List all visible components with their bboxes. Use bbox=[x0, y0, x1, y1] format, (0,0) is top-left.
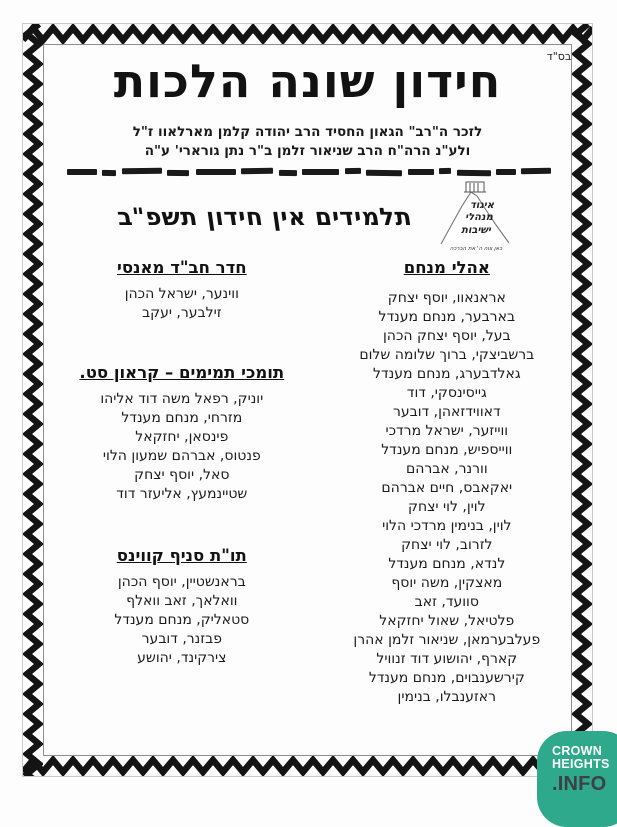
student-name: וואלאך, זאב וואלף bbox=[127, 593, 239, 609]
student-name: בארבער, מנחם מענדל bbox=[379, 309, 517, 325]
divider-dash bbox=[168, 170, 190, 176]
divider-dash bbox=[242, 168, 274, 174]
column-ohalei-menachem bbox=[321, 258, 575, 737]
section-cheder-chabad-monsey bbox=[45, 258, 321, 323]
section-title: חדר חב"ד מאנסי bbox=[117, 258, 248, 277]
student-name: לוין, לוי יצחק bbox=[409, 499, 487, 515]
logo-caption: כאן צוה ה' את הברכה bbox=[450, 246, 504, 252]
student-name: מאצקין, משה יוסף bbox=[392, 575, 504, 591]
section-tomchei-tmimim-crown-st bbox=[45, 363, 321, 504]
watermark-heights: HEIGHTS bbox=[553, 757, 611, 771]
zigzag-border-bottom bbox=[24, 756, 593, 776]
divider-dash bbox=[440, 168, 452, 174]
student-list bbox=[45, 285, 321, 323]
crownheights-info-watermark bbox=[538, 731, 617, 827]
memorial-line-2: ולע"נ הרה"ח הרב שניאור זלמן ב"ר נתן גורארי' ע"ה bbox=[145, 143, 472, 159]
student-name: פנטוס, אברהם שמעון הלוי bbox=[103, 448, 262, 464]
student-name: פבזנר, דובער bbox=[142, 631, 223, 647]
student-name: בראנשטיין, יוסף הכהן bbox=[118, 574, 247, 590]
watermark-info: .INFO bbox=[553, 773, 608, 795]
student-name: דאווידזאהן, דובער bbox=[393, 404, 502, 420]
divider-dash bbox=[458, 170, 492, 176]
student-name: יאקאבס, חיים אברהם bbox=[382, 480, 514, 496]
student-name: צירקינד, יהושע bbox=[138, 650, 228, 666]
student-columns bbox=[45, 258, 575, 737]
student-name: סטאליק, מנחם מענדל bbox=[115, 612, 251, 628]
student-name: גאלדבערג, מנחם מענדל bbox=[373, 366, 522, 382]
student-name: מזרחי, מנחם מענדל bbox=[122, 410, 244, 426]
logo-word-3: ישיבות bbox=[462, 225, 492, 236]
divider-dash bbox=[346, 168, 362, 174]
section-title: תומכי תמימים – קראון סט. bbox=[80, 363, 286, 382]
divider-dash bbox=[367, 170, 403, 177]
divider-dash bbox=[522, 168, 552, 174]
student-name: לוין, בנימין מרדכי הלוי bbox=[383, 518, 513, 534]
student-name: בעל, יוסף יצחק הכהן bbox=[383, 328, 512, 344]
student-name: קירשענבוים, מנחם מענדל bbox=[369, 670, 526, 686]
student-list bbox=[45, 390, 321, 504]
building-icon bbox=[465, 182, 487, 192]
mountain-logo-drawing bbox=[436, 180, 518, 256]
student-name: שטיינמעץ, אליעזר דוד bbox=[117, 486, 249, 502]
student-name: אראנאוו, יוסף יצחק bbox=[388, 290, 507, 306]
student-name: ווינער, ישראל הכהן bbox=[125, 286, 240, 302]
igud-menahalei-yeshivos-logo bbox=[436, 180, 518, 256]
student-name: פעלבערמאן, שניאור זלמן אהרן bbox=[354, 632, 542, 648]
divider-dash bbox=[303, 169, 341, 175]
student-name: פינסאן, יחזקאל bbox=[136, 429, 230, 445]
student-name: לנדא, מנחם מענדל bbox=[389, 556, 507, 572]
divider-dash bbox=[409, 169, 435, 175]
section-title: אהלי מנחם bbox=[404, 258, 491, 277]
student-name: ווייספיש, מנחם מענדל bbox=[382, 442, 514, 458]
student-name: ברשביצקי, ברוך שלומה שלום bbox=[360, 347, 536, 363]
student-name: סוועד, זאב bbox=[415, 594, 480, 610]
student-name: ווייזער, ישראל מרדכי bbox=[386, 423, 510, 439]
decorative-divider bbox=[68, 166, 552, 178]
divider-dash bbox=[68, 169, 98, 175]
student-list bbox=[45, 573, 321, 668]
page-title: חידון שונה הלכות bbox=[114, 54, 503, 108]
section-tut-queens bbox=[45, 546, 321, 668]
student-name: ראזענבלו, בנימין bbox=[398, 689, 498, 705]
logo-word-2: מנהלי bbox=[466, 212, 494, 223]
divider-dash bbox=[123, 168, 163, 175]
student-name: לזרוב, לוי יצחק bbox=[402, 537, 494, 553]
bsd-mark: בס"ד bbox=[547, 50, 573, 63]
student-name: פלטיאל, שאול יחזקאל bbox=[380, 613, 516, 629]
student-name: קארף, יהושוע דוד זנוויל bbox=[377, 651, 519, 667]
student-name: סאל, יוסף יצחק bbox=[135, 467, 231, 483]
section-ohalei-menachem bbox=[321, 258, 575, 707]
student-name: וורנר, אברהם bbox=[406, 461, 489, 477]
logo-word-1: איגוד bbox=[470, 200, 496, 211]
student-list bbox=[321, 289, 575, 707]
student-name: גייסינסקי, דוד bbox=[407, 385, 488, 401]
divider-dash bbox=[497, 169, 517, 175]
memorial-subtitle bbox=[0, 123, 617, 161]
divider-dash bbox=[103, 170, 117, 176]
watermark-crown: CROWN bbox=[553, 744, 604, 758]
chidon-heading: תלמידים אין חידון תשפ"ב bbox=[116, 203, 415, 231]
zigzag-border-top bbox=[24, 24, 593, 44]
section-title: תו"ת סניף קווינס bbox=[117, 546, 248, 565]
student-name: זילבער, יעקב bbox=[143, 305, 223, 321]
memorial-line-1: לזכר ה"רב" הגאון החסיד הרב יהודה קלמן מארלאוו ז"ל bbox=[133, 124, 484, 140]
student-name: יוניק, רפאל משה דוד אליהו bbox=[101, 391, 265, 407]
divider-dash bbox=[197, 169, 237, 175]
column-other-schools bbox=[45, 258, 321, 737]
divider-dash bbox=[280, 170, 298, 176]
